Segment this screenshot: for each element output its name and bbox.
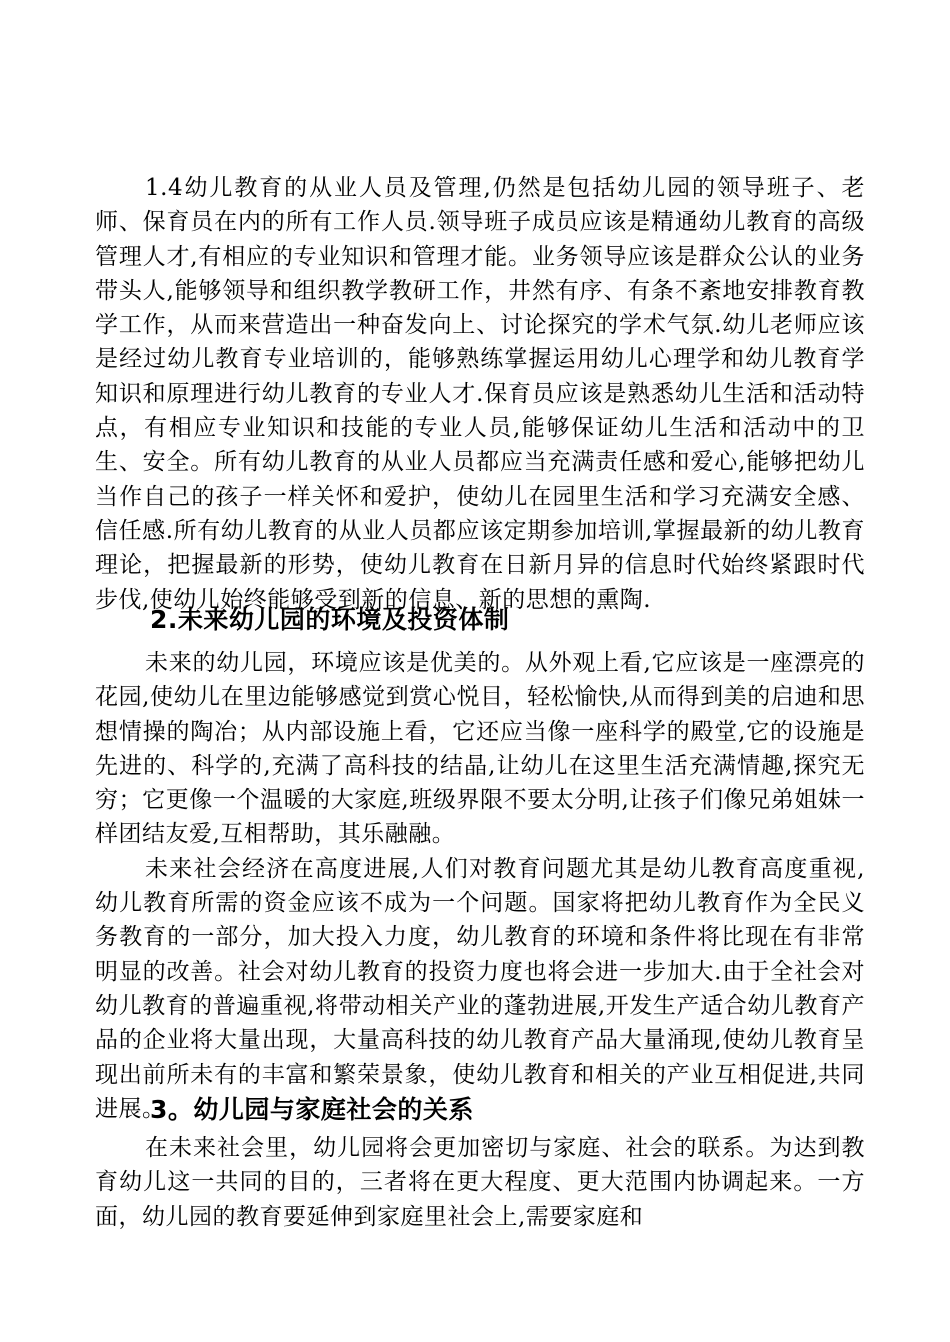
section-3-paragraph: 在未来社会里，幼儿园将会更加密切与家庭、社会的联系。为达到教育幼儿这一共同的目的，三者将在更大程度、更大范围内协调起来。一方面，幼儿园的教育要延伸到家庭里社会上,需要家庭和 (95, 1135, 865, 1230)
section-1-paragraph: 1.4幼儿教育的从业人员及管理,仍然是包括幼儿园的领导班子、老师、保育员在内的所有工作人员.领导班子成员应该是精通幼儿教育的高级管理人才,有相应的专业知识和管理才能。业务领导应该是群众公认的业务带头人,能够领导和组织教学教研工作，井然有序、有条不紊地安排教育教学工作，从而来营造出一种奋发向上、讨论探究的学术气氛.幼儿老师应该是经过幼儿教育专业培训的，能够熟练掌握运用幼儿心理学和幼儿教育学知识和原理进行幼儿教育的专业人才.保育员应该是熟悉幼儿生活和活动特点，有相应专业知识和技能的专业人员,能够保证幼儿生活和活动中的卫生、安全。所有幼儿教育的从业人员都应当充满责任感和爱心,能够把幼儿当作自己的孩子一样关怀和爱护，使幼儿在园里生活和学习充满安全感、信任感.所有幼儿教育的从业人员都应该定期参加培训,掌握最新的幼儿教育理论，把握最新的形势，使幼儿教育在日新月异的信息时代始终紧跟时代步伐,使幼儿始终能够受到新的信息、新的思想的熏陶. (95, 175, 865, 613)
section-2-paragraph-2: 未来社会经济在高度进展,人们对教育问题尤其是幼儿教育高度重视,幼儿教育所需的资金应该不成为一个问题。国家将把幼儿教育作为全民义务教育的一部分，加大投入力度，幼儿教育的环境和条件将比现在有非常明显的改善。社会对幼儿教育的投资力度也将会进一步加大.由于全社会对幼儿教育的普遍重视,将带动相关产业的蓬勃进展,开发生产适合幼儿教育产品的企业将大量出现，大量高科技的幼儿教育产品大量涌现,使幼儿教育呈现出前所未有的丰富和繁荣景象，使幼儿教育和相关的产业互相促进,共同进展。 (95, 855, 865, 1122)
section-3-heading: 3。幼儿园与家庭社会的关系 (150, 1095, 474, 1124)
section-2-heading: 2.未来幼儿园的环境及投资体制 (150, 605, 510, 634)
section-2-body (95, 646, 865, 1126)
section-3-body (95, 1131, 865, 1234)
section-2-paragraph-1: 未来的幼儿园，环境应该是优美的。从外观上看,它应该是一座漂亮的花园,使幼儿在里边能够感觉到赏心悦目，轻松愉快,从而得到美的启迪和思想情操的陶冶；从内部设施上看，它还应当像一座科学的殿堂,它的设施是先进的、科学的,充满了高科技的结晶,让幼儿在这里生活充满情趣,探究无穷；它更像一个温暖的大家庭,班级界限不要太分明,让孩子们像兄弟姐妹一样团结友爱,互相帮助，其乐融融。 (95, 650, 865, 848)
section-1-body (95, 171, 865, 617)
